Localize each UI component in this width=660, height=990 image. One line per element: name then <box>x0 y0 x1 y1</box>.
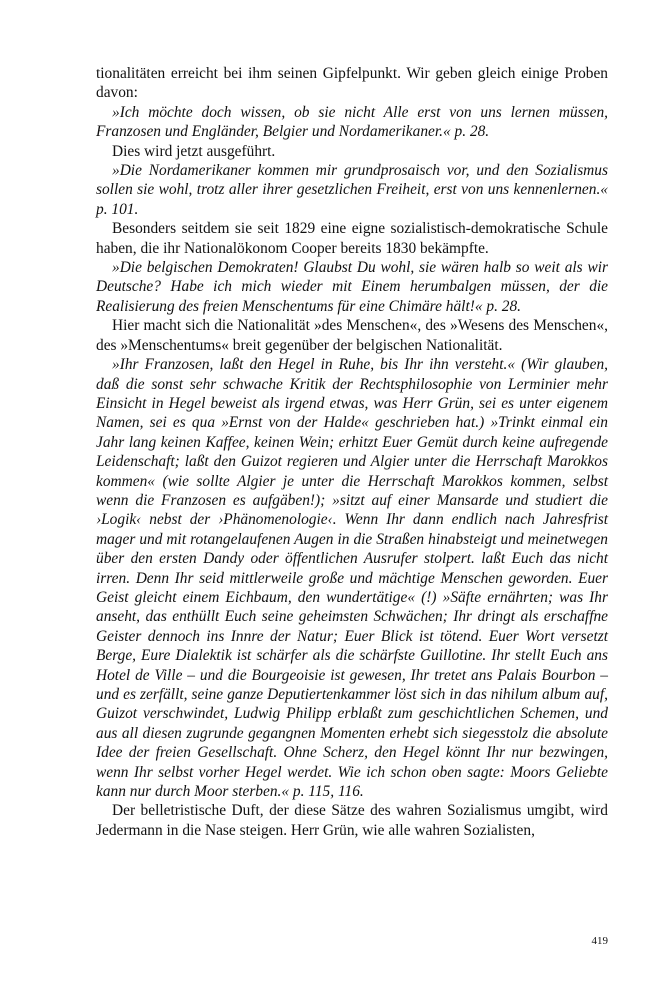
quote-paragraph: »Die belgischen Demokraten! Glaubst Du wohl, sie wären halb so weit als wir Deutsche? Habe ich mich wieder mit Einem herumbalgen müssen, der die Realisierung des freien Menschentums für eine Chimäre hält!« p. 28. <box>96 259 608 315</box>
quote-paragraph: »Die Nordamerikaner kommen mir grundprosaisch vor, und den Sozialismus sollen sie wohl, trotz aller ihrer gesetzlichen Freiheit, erst von uns kennenlernen.« p. 101. <box>96 162 608 218</box>
paragraph: Dies wird jetzt ausgeführt. <box>112 142 276 160</box>
page-number: 419 <box>591 935 608 947</box>
body-text <box>96 64 608 840</box>
paragraph: tionalitäten erreicht bei ihm seinen Gipfelpunkt. Wir geben gleich einige Proben davon: <box>96 65 608 102</box>
quote-paragraph: »Ihr Franzosen, laßt den Hegel in Ruhe, bis Ihr ihn versteht.« (Wir glauben, daß die sonst sehr schwache Kritik der Rechtsphilosophie von Lerminier mehr Einsicht in Hegel beweist als irgend etwas, was Herr Grün, sei es unter eigenem Namen, sei es qua »Ernst von der Halde« geschrieben hat.) »Trinkt einmal ein Jahr lang keinen Kaffee, keinen Wein; erhitzt Euer Gemüt durch keine aufregende Leidenschaft; laßt den Guizot regieren und Algier unter die Herrschaft Marokkos kommen« (wie sollte Algier je unter die Herrschaft Marokkos kommen, selbst wenn die Franzosen es aufgäben!); »sitzt auf einer Mansarde und studiert die ›Logik‹ nebst der ›Phänomenologie‹. Wenn Ihr dann endlich nach Jahresfrist mager und mit rotangelaufenen Augen in die Straßen hinabsteigt und meinetwegen über den ersten Dandy oder öffentlichen Ausrufer stolpert. laßt Euch das nicht irren. Denn Ihr seid mittlerweile große und mächtige Menschen geworden. Euer Geist gleicht einem Eichbaum, den wundertätige« (!) »Säfte ernährten; was Ihr anseht, das enthüllt Euch seine geheimsten Schwächen; Ihr dringt als erschaffne Geister dennoch ins Innre der Natur; Euer Blick ist tötend. Euer Wort versetzt Berge, Eure Dialektik ist schärfer als die schärfste Guillotine. Ihr stellt Euch ans Hotel de Ville – und die Bourgeoisie ist gewesen, Ihr tretet ans Palais Bourbon – und es zerfällt, seine ganze Deputiertenkammer löst sich in das nihilum album auf, Guizot verschwindet, Ludwig Philipp erblaßt zum geschichtlichen Schemen, und aus all diesen zugrunde gegangnen Momenten erhebt sich siegesstolz die absolute Idee der freien Gesellschaft. Ohne Scherz, den Hegel könnt Ihr nur bezwingen, wenn Ihr selbst vorher Hegel werdet. Wie ich schon oben sagte: Moors Geliebte kann nur durch Moor sterben.« p. 115, 116. <box>96 356 608 801</box>
paragraph: Der belletristische Duft, der diese Sätze des wahren Sozialismus umgibt, wird Jedermann in die Nase steigen. Herr Grün, wie alle wahren Sozialisten, <box>96 802 608 839</box>
paragraph: Besonders seitdem sie seit 1829 eine eigne sozialistisch-demokratische Schule haben, die ihr Nationalökonom Cooper bereits 1830 bekämpfte. <box>96 220 608 257</box>
quote-paragraph: »Ich möchte doch wissen, ob sie nicht Alle erst von uns lernen müssen, Franzosen und Engländer, Belgier und Nordamerikaner.« p. 28. <box>96 103 608 141</box>
paragraph: Hier macht sich die Nationalität »des Menschen«, des »Wesens des Menschen«, des »Menschentums« breit gegenüber der belgischen Nationalität. <box>96 317 608 354</box>
